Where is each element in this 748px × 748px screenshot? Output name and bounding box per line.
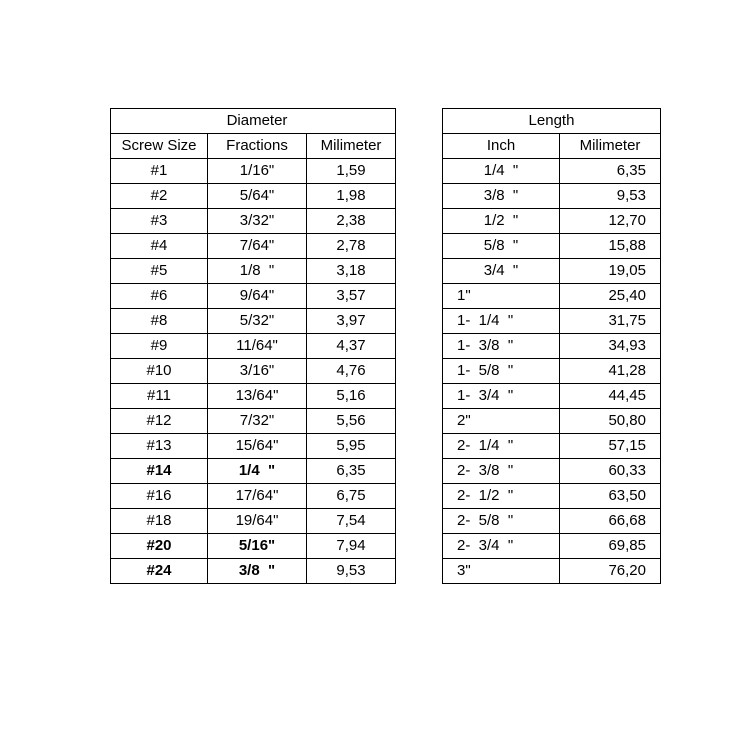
diameter-header-row [111,134,396,159]
table-row [111,259,396,284]
fraction-cell: 1/4 " [208,459,307,484]
diameter-mm-cell: 6,75 [307,484,396,509]
fraction-cell: 17/64" [208,484,307,509]
table-row [443,459,661,484]
table-row [443,509,661,534]
screw-size-cell: #20 [111,534,208,559]
screw-size-cell: #4 [111,234,208,259]
diameter-mm-cell: 2,38 [307,209,396,234]
table-row [443,409,661,434]
table-row [443,284,661,309]
inch-cell: 2- 1/2 " [443,484,560,509]
table-row [443,259,661,284]
diameter-mm-cell: 9,53 [307,559,396,584]
diameter-mm-cell: 4,76 [307,359,396,384]
table-row [111,309,396,334]
length-mm-cell: 41,28 [560,359,661,384]
fraction-cell: 3/8 " [208,559,307,584]
screw-size-cell: #10 [111,359,208,384]
screw-size-cell: #8 [111,309,208,334]
length-title: Length [443,109,661,134]
screw-size-cell: #14 [111,459,208,484]
screw-size-cell: #24 [111,559,208,584]
table-row [443,159,661,184]
inch-cell: 1/4 " [443,159,560,184]
screw-size-cell: #13 [111,434,208,459]
inch-cell: 3" [443,559,560,584]
table-row [111,284,396,309]
header-screw-size: Screw Size [111,134,208,159]
fraction-cell: 1/8 " [208,259,307,284]
fraction-cell: 5/16" [208,534,307,559]
length-mm-cell: 44,45 [560,384,661,409]
diameter-mm-cell: 7,54 [307,509,396,534]
inch-cell: 2" [443,409,560,434]
screw-size-cell: #2 [111,184,208,209]
length-mm-cell: 50,80 [560,409,661,434]
inch-cell: 3/8 " [443,184,560,209]
fraction-cell: 3/16" [208,359,307,384]
inch-cell: 5/8 " [443,234,560,259]
diameter-mm-cell: 6,35 [307,459,396,484]
inch-cell: 1- 3/8 " [443,334,560,359]
table-row [443,359,661,384]
diameter-mm-cell: 5,56 [307,409,396,434]
inch-cell: 1" [443,284,560,309]
table-row [111,234,396,259]
header-fractions: Fractions [208,134,307,159]
inch-cell: 1- 5/8 " [443,359,560,384]
fraction-cell: 5/64" [208,184,307,209]
table-row [443,384,661,409]
inch-cell: 2- 5/8 " [443,509,560,534]
table-row [111,209,396,234]
length-mm-cell: 76,20 [560,559,661,584]
diameter-mm-cell: 1,59 [307,159,396,184]
length-mm-cell: 60,33 [560,459,661,484]
length-mm-cell: 34,93 [560,334,661,359]
diameter-table [110,108,396,584]
diameter-mm-cell: 5,16 [307,384,396,409]
inch-cell: 2- 3/4 " [443,534,560,559]
table-row [111,434,396,459]
table-row [443,334,661,359]
screw-size-cell: #11 [111,384,208,409]
length-title-row [443,109,661,134]
diameter-mm-cell: 4,37 [307,334,396,359]
table-row [111,534,396,559]
diameter-mm-cell: 3,57 [307,284,396,309]
diameter-mm-cell: 5,95 [307,434,396,459]
length-mm-cell: 25,40 [560,284,661,309]
inch-cell: 1- 3/4 " [443,384,560,409]
screw-size-cell: #1 [111,159,208,184]
table-row [443,534,661,559]
table-row [111,184,396,209]
table-row [111,159,396,184]
inch-cell: 1/2 " [443,209,560,234]
table-row [111,384,396,409]
length-mm-cell: 19,05 [560,259,661,284]
screw-size-cell: #16 [111,484,208,509]
fraction-cell: 5/32" [208,309,307,334]
inch-cell: 3/4 " [443,259,560,284]
table-row [111,459,396,484]
diameter-mm-cell: 2,78 [307,234,396,259]
length-mm-cell: 15,88 [560,234,661,259]
table-row [111,559,396,584]
diameter-mm-cell: 7,94 [307,534,396,559]
header-inch: Inch [443,134,560,159]
diameter-mm-cell: 1,98 [307,184,396,209]
inch-cell: 1- 1/4 " [443,309,560,334]
length-mm-cell: 12,70 [560,209,661,234]
diameter-title-spacer [111,109,208,134]
table-row [111,359,396,384]
screw-size-cell: #3 [111,209,208,234]
fraction-cell: 1/16" [208,159,307,184]
table-row [443,209,661,234]
screw-size-cell: #12 [111,409,208,434]
length-table [442,108,661,584]
table-row [443,434,661,459]
length-mm-cell: 9,53 [560,184,661,209]
length-mm-cell: 63,50 [560,484,661,509]
fraction-cell: 7/32" [208,409,307,434]
table-row [443,559,661,584]
screw-size-cell: #6 [111,284,208,309]
table-row [443,309,661,334]
inch-cell: 2- 3/8 " [443,459,560,484]
length-mm-cell: 69,85 [560,534,661,559]
length-mm-cell: 31,75 [560,309,661,334]
table-row [111,509,396,534]
table-row [443,484,661,509]
diameter-title: Diameter [208,109,307,134]
fraction-cell: 9/64" [208,284,307,309]
length-mm-cell: 6,35 [560,159,661,184]
fraction-cell: 19/64" [208,509,307,534]
diameter-title-row [111,109,396,134]
screw-size-cell: #18 [111,509,208,534]
diameter-mm-cell: 3,18 [307,259,396,284]
fraction-cell: 7/64" [208,234,307,259]
fraction-cell: 3/32" [208,209,307,234]
length-mm-cell: 66,68 [560,509,661,534]
table-row [443,184,661,209]
diameter-title-spacer-end [307,109,396,134]
length-mm-cell: 57,15 [560,434,661,459]
table-row [111,409,396,434]
length-header-row [443,134,661,159]
header-length-milimeter: Milimeter [560,134,661,159]
header-milimeter: Milimeter [307,134,396,159]
diameter-mm-cell: 3,97 [307,309,396,334]
screw-size-cell: #5 [111,259,208,284]
table-row [111,334,396,359]
fraction-cell: 15/64" [208,434,307,459]
inch-cell: 2- 1/4 " [443,434,560,459]
fraction-cell: 13/64" [208,384,307,409]
screw-size-cell: #9 [111,334,208,359]
table-row [111,484,396,509]
fraction-cell: 11/64" [208,334,307,359]
table-row [443,234,661,259]
